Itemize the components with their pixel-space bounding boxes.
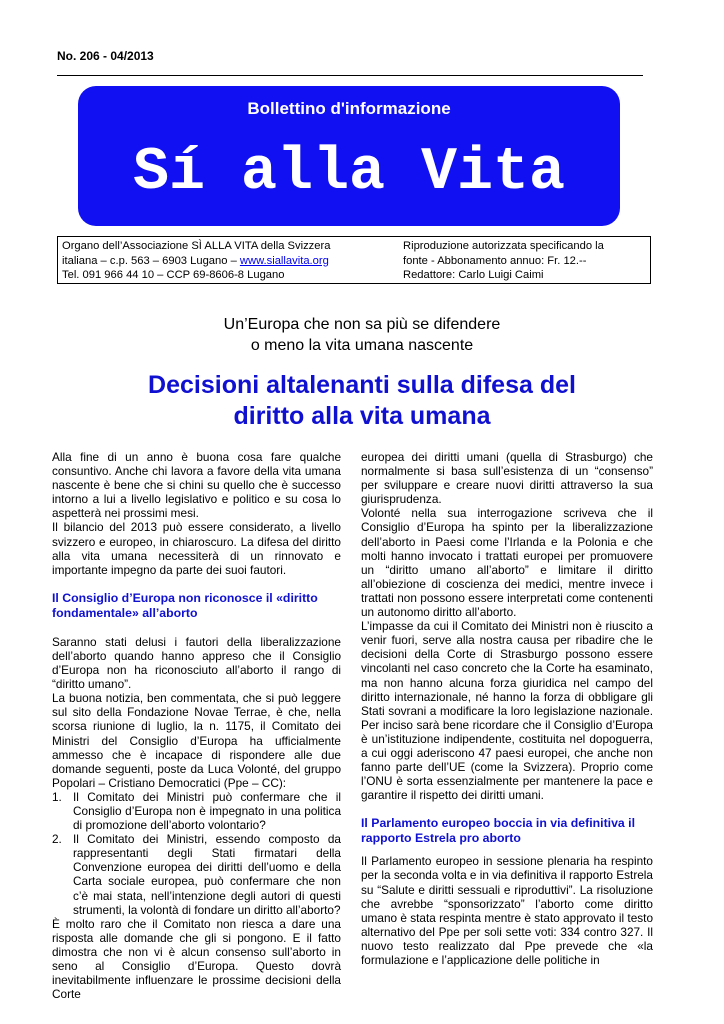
editor-line: Redattore: Carlo Luigi Caimi (403, 269, 544, 281)
list-number: 1. (52, 789, 62, 804)
section1-paragraph-1: Saranno stati delusi i fautori della liberalizzazione dell’aborto quando hanno appreso che il Consiglio d’Europa non ha riconosciuto all’aborto il rango di “diritto umano”. (52, 634, 341, 692)
article-column-right (361, 450, 653, 967)
publisher-contact (62, 239, 392, 283)
headline-line-2: diritto alla vita umana (233, 402, 491, 430)
section2-paragraph-1: Il Parlamento europeo in sessione plenaria ha respinto per la seconda volta e in via definitiva il rapporto Estrela su “Salute e diritti sessuali e riproduttivi”. La risoluzione che avrebbe “sponsorizzato” l’aborto come diritto umano è stata respinta mentre è stato approvato il testo alternativo del Ppe per soli sette voti: 334 contro 327. Il nuovo testo realizzato dal Ppe prevede che «la formulazione e l’applicazione delle politiche in (361, 854, 653, 967)
intro-paragraph-1: Alla fine di un anno è buona cosa fare qualche consuntivo. Anche chi lavora a favore della vita umana nascente è bene che si chini su quello che è successo intorno a lui a livello legislativo e politico e su cosa lo aspetterà nei prossimi mesi. (52, 450, 341, 521)
list-text: Il Comitato dei Ministri può confermare che il Consiglio d’Europa non è impegnato in una politica di promozione dell’aborto volontario? (73, 789, 341, 833)
kicker-line-1: Un’Europa che non sa più se difendere (223, 316, 501, 333)
header-divider (57, 75, 643, 76)
section1-paragraph-2: La buona notizia, ben commentata, che si può leggere sul sito della Fondazione Novae Terrae, è che, nella scorsa riunione di luglio, la n. 1175, il Comitato dei Ministri del Consiglio d’Europa ha ufficialmente ammesso che è incapace di rispondere alle due domande seguenti, poste da Luca Volonté, del gruppo Popolari – Cristiano Democratici (Ppe – CC): (52, 691, 341, 790)
list-item (52, 790, 341, 832)
section-heading-council-of-europe: Il Consiglio d’Europa non riconosce il «diritto fondamentale» all’aborto (52, 590, 318, 620)
masthead-banner (78, 86, 620, 226)
questions-list (52, 790, 341, 917)
masthead-title: Sí alla Vita (132, 139, 566, 207)
issue-number: No. 206 - 04/2013 (57, 49, 154, 63)
article-headline (0, 370, 724, 432)
masthead-subtitle: Bollettino d'informazione (247, 99, 451, 118)
article-kicker (0, 314, 724, 356)
website-link[interactable]: www.siallavita.org (239, 254, 329, 267)
list-text: Il Comitato dei Ministri, essendo composto da rappresentanti degli Stati firmatari della Convenzione europea dei diritti dell’uomo e della Carta sociale europea, può confermare che non c’è mai stata, nell’intenzione degli autori di questi strumenti, la volontà di fondare un diritto all’aborto? (73, 832, 341, 917)
publisher-address-line (62, 254, 392, 269)
headline-line-1: Decisioni altalenanti sulla difesa del (148, 371, 576, 399)
publisher-org-line: Organo dell’Associazione SÌ ALLA VITA della Svizzera (62, 240, 331, 252)
kicker-line-2: o meno la vita umana nascente (250, 337, 474, 354)
section1-paragraph-3: È molto raro che il Comitato non riesca a dare una risposta alle domande che gli si pongono. E il fatto dimostra che non vi è alcun consenso sull’aborto in seno al Consiglio d’Europa. Questo dovrà inevitabilmente influenzare le prossime decisioni della Corte (52, 916, 341, 1002)
right-paragraph-3: L’impasse da cui il Comitato dei Ministri non è riuscito a venir fuori, serve alla nostra causa per ribadire che le decisioni della Corte di Strasburgo possono essere vincolanti nel caso concreto che la Corte ha esaminato, ma non hanno alcuna forza giuridica nel campo del diritto internazionale, né hanno la forza di obbligare gli Stati sovrani a modificare la loro legislazione nazionale. Per inciso sarà bene ricordare che il Consiglio d’Europa è un’istituzione indipendente, costituita nel dopoguerra, a cui oggi aderiscono 47 paesi europei, che anche non fanno parte dell’UE (come la Svizzera). Proprio come l’ONU è sorta essenzialmente per mantenere la pace e garantire il rispetto dei diritti umani. (361, 619, 653, 803)
list-item (52, 832, 341, 917)
publication-terms (403, 239, 643, 283)
list-number: 2. (52, 832, 62, 847)
right-paragraph-2: Volonté nella sua interrogazione scriveva che il Consiglio d’Europa ha spinto per la liberalizzazione dell’aborto in Paesi come l’Irlanda e la Polonia e che molti hanno invocato i trattati europei per promuovere un “diritto umano all’aborto” e limitare il diritto all’obiezione di coscienza dei medici, mentre invece i trattati non possono essere interpretati come contenenti un autonomo diritto all’aborto. (361, 506, 653, 620)
intro-paragraph-2: Il bilancio del 2013 può essere considerato, a livello svizzero e europeo, in chiaroscuro. La difesa del diritto alla vita umana necessiterà di un rinnovato e importante impegno da parte dei suoi fautori. (52, 520, 341, 577)
publisher-phone-line: Tel. 091 966 44 10 – CCP 69-8606-8 Lugano (62, 269, 285, 281)
address-text: italiana – c.p. 563 – 6903 Lugano – (62, 254, 240, 267)
reproduction-line: Riproduzione autorizzata specificando la (403, 240, 604, 252)
publisher-info-box (57, 236, 651, 284)
section-heading-european-parliament: Il Parlamento europeo boccia in via definitiva il rapporto Estrela pro aborto (361, 816, 636, 846)
right-paragraph-1: europea dei diritti umani (quella di Strasburgo) che normalmente si basa sull’esistenza di un “consenso” per sviluppare e creare nuovi diritti attraverso la sua giurisprudenza. (361, 450, 653, 507)
subscription-line: fonte - Abbonamento annuo: Fr. 12.-- (403, 254, 587, 267)
article-column-left (52, 450, 341, 1001)
